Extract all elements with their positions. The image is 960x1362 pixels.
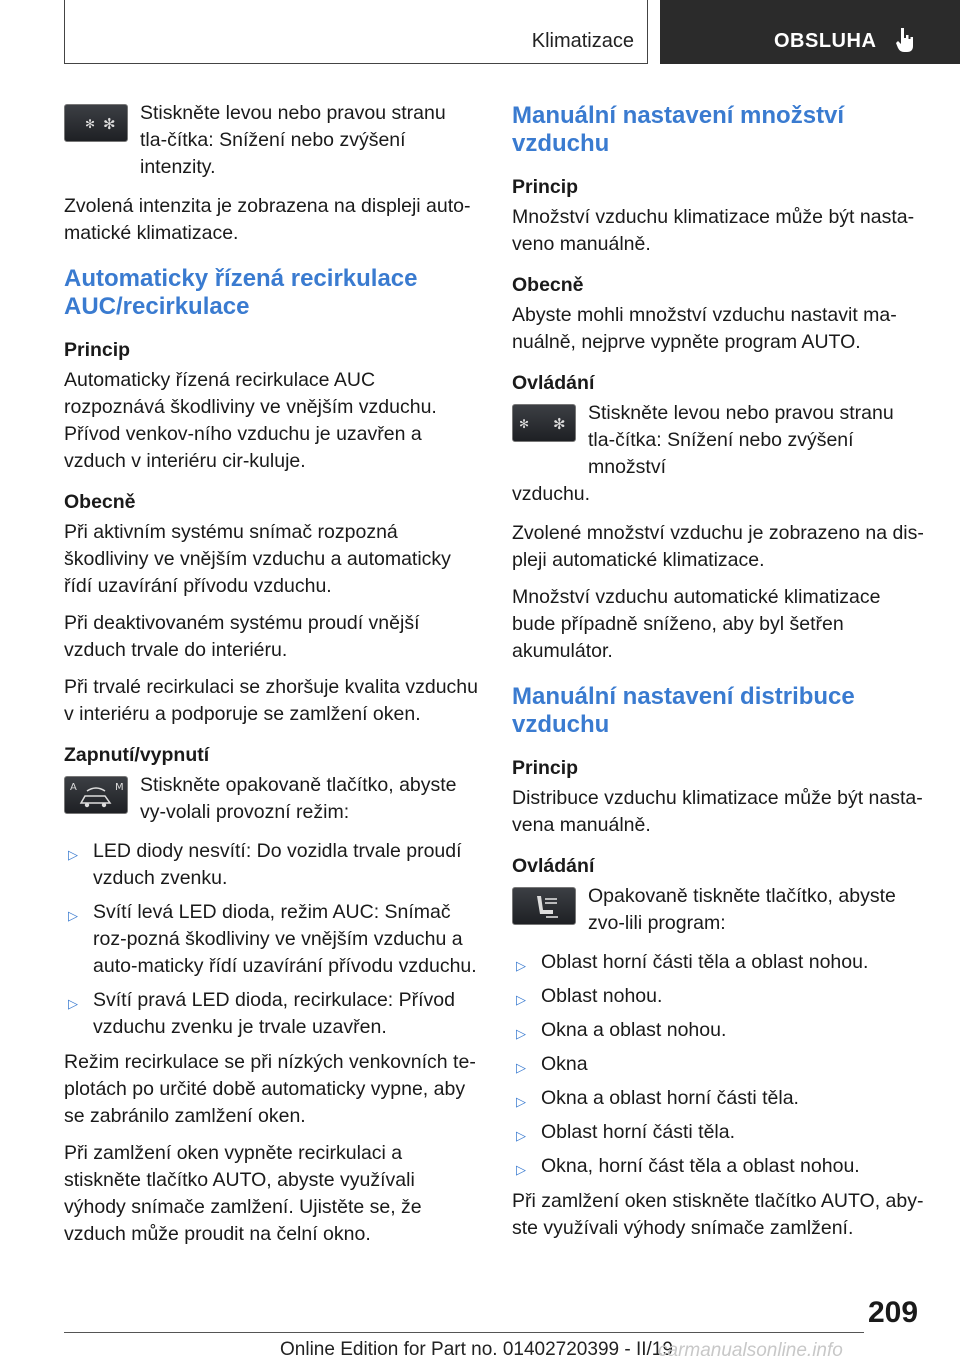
chapter-tab (660, 0, 960, 64)
section-title: Klimatizace (531, 30, 634, 52)
triangle-bullet-icon: ▷ (516, 992, 526, 1007)
triangle-bullet-icon: ▷ (516, 1060, 526, 1075)
intensity-display-text: Zvolená intenzita je zobrazena na displeji auto-matické klimatizace. (64, 195, 471, 244)
final-text: Při zamlžení oken stiskněte tlačítko AUTO, aby-ste využívali výhody snímače zamlžení. (512, 1190, 924, 1239)
footer-edition: Online Edition for Part no. 01402720399 - II/19 (280, 1339, 673, 1360)
triangle-bullet-icon: ▷ (516, 958, 526, 973)
list-item: ▷ Oblast nohou. (512, 983, 926, 1010)
general-paragraph: Při aktivním systému snímač rozpozná škodliviny ve vnějším vzduchu a automaticky řídí uzavírání přívodu vzduchu. (64, 521, 451, 597)
air-amount-row (512, 400, 926, 508)
list-item: ▷ Okna (512, 1051, 926, 1078)
footer-divider (64, 1332, 864, 1333)
mode-list (64, 838, 478, 1041)
control2-text: Opakovaně tiskněte tlačítko, abyste zvo-lili program: (588, 885, 896, 934)
principle-heading: Princip (512, 757, 579, 779)
svg-text:✻: ✻ (553, 415, 566, 433)
recirculation-car-icon (65, 777, 127, 813)
list-item: ▷ LED diody nesvítí: Do vozidla trvale proudí vzduch zvenku. (68, 840, 462, 889)
recirculation-row (64, 772, 478, 826)
general-paragraph: Při deaktivovaném systému proudí vnější vzduch trvale do interiéru. (64, 612, 420, 661)
pointing-hand-icon (894, 26, 916, 54)
after-paragraph: Při zamlžení oken vypněte recirkulaci a stiskněte tlačítko AUTO, abyste využívali výhody snímače zamlžení. Ujistěte se, že vzduch může proudit na čelní okno. (64, 1142, 422, 1245)
svg-text:✻: ✻ (103, 115, 116, 133)
svg-text:A: A (70, 782, 77, 793)
principle-text: Automaticky řízená recirkulace AUC rozpoznává škodliviny ve vnějším vzduchu. Přívod venkov-ního vzduchu je uzavřen a vzduch v interiéru cir-kuluje. (64, 369, 437, 472)
svg-text:✻: ✻ (85, 117, 96, 131)
general-text: Abyste mohli množství vzduchu nastavit ma-nuálně, nejprve vypněte program AUTO. (512, 304, 897, 353)
control-text-end: vzduchu. (512, 483, 591, 505)
program-list (512, 949, 926, 1180)
triangle-bullet-icon: ▷ (68, 996, 78, 1011)
triangle-bullet-icon: ▷ (516, 1094, 526, 1109)
list-item: ▷ Okna a oblast horní části těla. (512, 1085, 926, 1112)
fan-icon (513, 405, 575, 441)
principle-heading: Princip (64, 339, 131, 361)
triangle-bullet-icon: ▷ (68, 847, 78, 862)
intensity-row (64, 100, 478, 181)
auc-heading: Automaticky řízená recirkulace AUC/recirkulace (64, 265, 418, 320)
list-item: ▷ Svítí levá LED dioda, režim AUC: Snímač roz-pozná škodliviny ve vnějším vzduchu a auto-maticky řídí uzavírání přívodu vzduchu. (68, 901, 477, 977)
triangle-bullet-icon: ▷ (516, 1162, 526, 1177)
list-item: ▷ Okna, horní část těla a oblast nohou. (512, 1153, 926, 1180)
air-distribution-button[interactable] (512, 887, 576, 925)
list-item: ▷ Oblast horní části těla. (512, 1119, 926, 1146)
watermark: carmanualsonline.info (658, 1340, 843, 1361)
seat-airflow-icon (513, 888, 575, 924)
onoff-text: Stiskněte opakovaně tlačítko, abyste vy-volali provozní režim: (140, 774, 457, 823)
control-heading: Ovládání (512, 372, 595, 394)
recirculation-button[interactable] (64, 776, 128, 814)
right-column (512, 100, 926, 1252)
principle-text: Distribuce vzduchu klimatizace může být nasta-vena manuálně. (512, 787, 923, 836)
triangle-bullet-icon: ▷ (68, 908, 78, 923)
list-item: ▷ Svítí pravá LED dioda, recirkulace: Přívod vzduchu zvenku je trvale uzavřen. (68, 989, 455, 1038)
general-heading: Obecně (512, 274, 584, 296)
fan-button[interactable] (64, 104, 128, 142)
chapter-tab-label: OBSLUHA (774, 30, 877, 52)
principle-text: Množství vzduchu klimatizace může být nasta-veno manuálně. (512, 206, 915, 255)
left-column (64, 100, 478, 1258)
svg-text:✻: ✻ (519, 417, 530, 431)
svg-text:M: M (115, 782, 124, 793)
page-number: 209 (868, 1296, 919, 1329)
distribution-heading: Manuální nastavení distribuce vzduchu (512, 683, 855, 738)
general-paragraph: Při trvalé recirkulaci se zhoršuje kvalita vzduchu v interiéru a podporuje se zamlžení oken. (64, 676, 478, 725)
amount-paragraph: Množství vzduchu automatické klimatizace bude případně sníženo, aby byl šetřen akumulátor. (512, 586, 881, 662)
list-item: ▷ Oblast horní části těla a oblast nohou. (512, 949, 926, 976)
fan-icon (65, 105, 127, 141)
control-text: Stiskněte levou nebo pravou stranu tla-čítka: Snížení nebo zvýšení množství (588, 402, 894, 478)
principle-heading: Princip (512, 176, 579, 198)
intensity-text: Stiskněte levou nebo pravou stranu tla-čítka: Snížení nebo zvýšení intenzity. (140, 102, 446, 178)
amount-paragraph: Zvolené množství vzduchu je zobrazeno na dis-pleji automatické klimatizace. (512, 522, 924, 571)
triangle-bullet-icon: ▷ (516, 1026, 526, 1041)
onoff-heading: Zapnutí/vypnutí (64, 744, 210, 766)
after-paragraph: Režim recirkulace se při nízkých venkovních te-plotách po určité době automaticky vypne, aby se zabránilo zamlžení oken. (64, 1051, 476, 1127)
general-heading: Obecně (64, 491, 136, 513)
triangle-bullet-icon: ▷ (516, 1128, 526, 1143)
distribution-row (512, 883, 926, 937)
fan-button[interactable] (512, 404, 576, 442)
air-amount-heading: Manuální nastavení množství vzduchu (512, 102, 845, 157)
list-item: ▷ Okna a oblast nohou. (512, 1017, 926, 1044)
control-heading: Ovládání (512, 855, 595, 877)
